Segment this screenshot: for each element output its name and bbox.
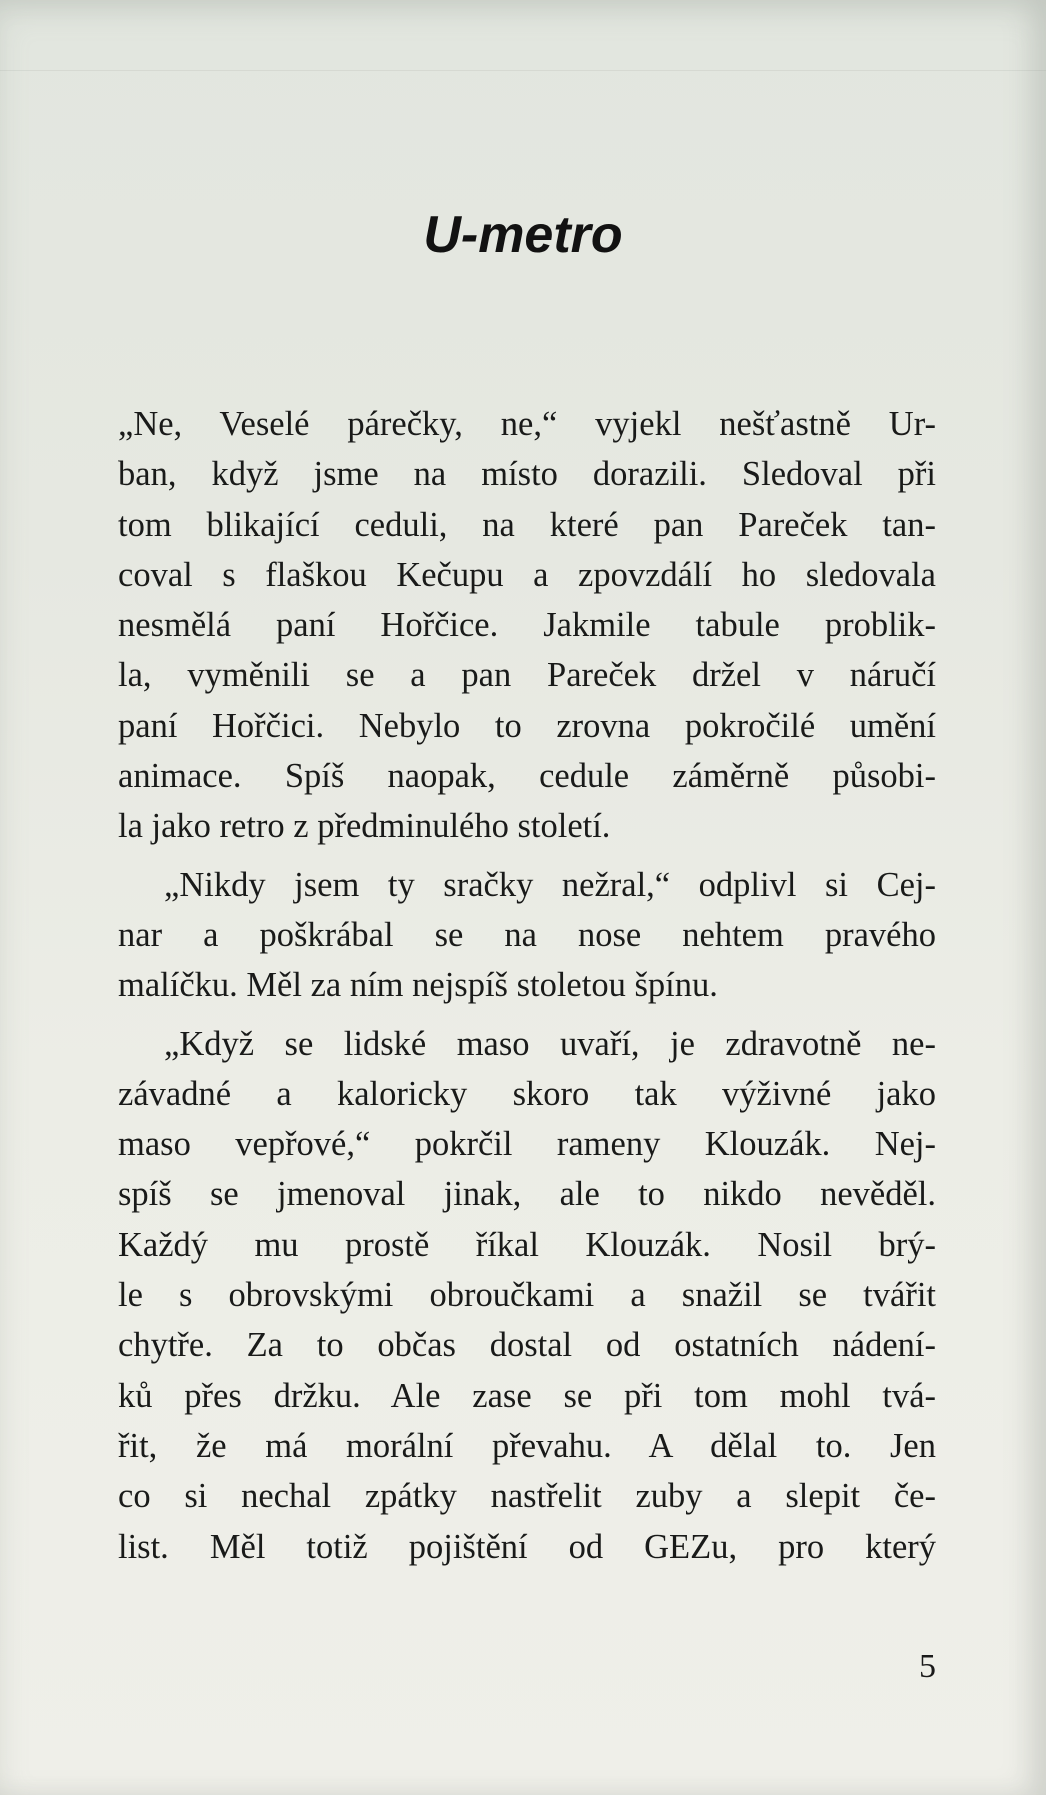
text-line: animace. Spíš naopak, cedule záměrně působi- (118, 757, 936, 796)
text-line: spíš se jmenoval jinak, ale to nikdo nevěděl. (118, 1175, 936, 1214)
body-text (118, 399, 936, 1572)
text-line: řit, že má morální převahu. A dělal to. Jen (118, 1426, 936, 1465)
text-line: nar a poškrábal se na nose nehtem pravého (118, 915, 936, 954)
text-line: la, vyměnili se a pan Pareček držel v náručí (118, 656, 936, 695)
text-line: nesmělá paní Hořčice. Jakmile tabule problik- (118, 606, 936, 645)
text-line: list. Měl totiž pojištění od GEZu, pro který (118, 1527, 936, 1566)
text-line: tom blikající ceduli, na které pan Pareček tan- (118, 505, 936, 544)
text-line: paní Hořčici. Nebylo to zrovna pokročilé umění (118, 706, 936, 745)
text-line: co si nechal zpátky nastřelit zuby a slepit če- (118, 1477, 936, 1516)
text-line: malíčku. Měl za ním nejspíš stoletou špínu. (118, 966, 718, 1005)
page-number: 5 (919, 1648, 936, 1685)
chapter-title: U-metro (423, 206, 623, 264)
text-line: Každý mu prostě říkal Klouzák. Nosil brý- (118, 1225, 936, 1264)
text-line: maso vepřové,“ pokrčil rameny Klouzák. Nej- (118, 1125, 936, 1164)
text-line: ků přes držku. Ale zase se při tom mohl tvá- (118, 1376, 936, 1415)
text-line: „Nikdy jsem ty sračky nežral,“ odplivl si Cej- (164, 865, 936, 904)
text-line: chytře. Za to občas dostal od ostatních nádení- (118, 1326, 936, 1365)
text-line: le s obrovskými obroučkami a snažil se tvářit (118, 1276, 936, 1315)
text-line: ban, když jsme na místo dorazili. Sledoval při (118, 455, 936, 494)
text-line: závadné a kaloricky skoro tak výživné jako (118, 1074, 936, 1113)
text-line: coval s flaškou Kečupu a zpovzdálí ho sledovala (118, 555, 936, 594)
text-line: „Když se lidské maso uvaří, je zdravotně ne- (164, 1024, 936, 1063)
text-line: „Ne, Veselé párečky, ne,“ vyjekl nešťastně Ur- (118, 405, 936, 443)
running-head-divider (0, 0, 1046, 71)
text-line: la jako retro z předminulého století. (118, 807, 611, 846)
